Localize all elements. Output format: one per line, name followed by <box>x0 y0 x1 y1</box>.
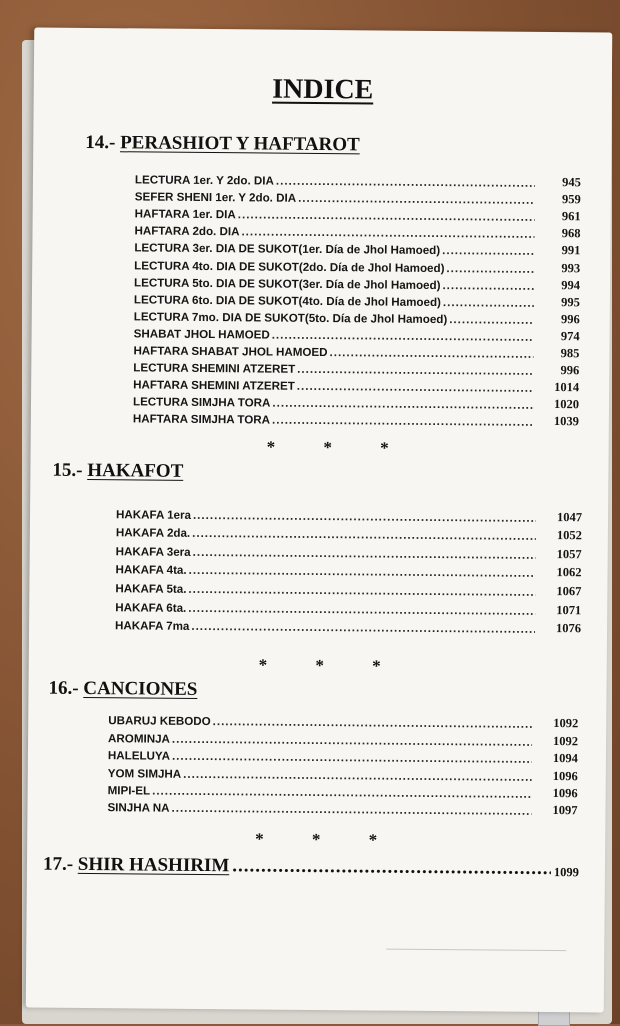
toc-entry[interactable]: LECTURA SIMJHA TORA ..... 1020 <box>133 392 579 413</box>
section-page: 1099 <box>553 865 579 880</box>
toc-entry[interactable]: UBARUJ KEBODO ..... 1092 <box>108 710 578 731</box>
section-name: SHIR HASHIRIM <box>77 853 230 877</box>
toc-entry[interactable]: HAFTARA 1er. DIA ..... 961 <box>135 204 581 225</box>
separator-stars: * * * <box>255 829 400 850</box>
section-14-list <box>133 169 581 429</box>
separator-stars: * * * <box>266 437 411 458</box>
toc-entry[interactable]: HAFTARA SHABAT JHOL HAMOED ..... 985 <box>133 340 579 361</box>
section-name: HAKAFOT <box>87 459 184 482</box>
toc-entry[interactable]: HAKAFA 5ta. ..... 1067 <box>115 577 581 600</box>
toc-entry[interactable]: MIPI-EL ..... 1096 <box>108 780 578 801</box>
section-number: 16.- <box>48 677 79 699</box>
section-15-heading <box>52 460 183 483</box>
section-number: 15.- <box>52 459 83 481</box>
page-title: INDICE <box>272 73 374 106</box>
section-14-heading <box>85 132 360 156</box>
separator-stars: * * * <box>258 655 403 676</box>
toc-entry[interactable]: HAKAFA 7ma ..... 1076 <box>115 614 581 637</box>
toc-entry[interactable]: HAFTARA SHEMINI ATZERET ..... 1014 <box>133 374 579 395</box>
toc-entry[interactable]: HAKAFA 1era ..... 1047 <box>116 502 582 525</box>
toc-entry[interactable]: HAKAFA 2da. ..... 1052 <box>116 521 582 544</box>
section-name: CANCIONES <box>83 677 198 700</box>
toc-entry[interactable]: LECTURA 6to. DIA DE SUKOT(4to. Día de Jhol Hamoed) ..... 995 <box>134 289 580 310</box>
toc-entry[interactable]: HALELUYA ..... 1094 <box>108 745 578 766</box>
toc-entry[interactable]: LECTURA 7mo. DIA DE SUKOT(5to. Día de Jhol Hamoed) ..... 996 <box>134 306 580 327</box>
toc-entry[interactable]: HAKAFA 6ta. ..... 1071 <box>115 595 581 618</box>
toc-entry[interactable]: LECTURA SHEMINI ATZERET ..... 996 <box>133 357 579 378</box>
section-number: 17.- <box>42 853 74 875</box>
toc-entry[interactable]: HAFTARA 2do. DIA ..... 968 <box>134 221 580 242</box>
toc-entry[interactable]: HAFTARA SIMJHA TORA ..... 1039 <box>133 409 579 430</box>
index-page <box>26 27 613 1012</box>
toc-entry[interactable]: SINJHA NA ..... 1097 <box>107 797 577 818</box>
page-crease <box>386 949 566 952</box>
toc-entry[interactable]: LECTURA 5to. DIA DE SUKOT(3er. Día de Jhol Hamoed) ..... 994 <box>134 272 580 293</box>
section-15-list <box>115 502 582 636</box>
toc-entry[interactable]: HAKAFA 4ta. ..... 1062 <box>115 558 581 581</box>
section-16-heading <box>48 678 197 701</box>
section-16-list <box>107 710 578 818</box>
toc-entry[interactable]: AROMINJA ..... 1092 <box>108 728 578 749</box>
toc-entry[interactable]: SHABAT JHOL HAMOED ..... 974 <box>134 323 580 344</box>
leader-dots <box>232 855 551 880</box>
toc-entry[interactable]: HAKAFA 3era ..... 1057 <box>116 539 582 562</box>
toc-entry[interactable]: YOM SIMJHA ..... 1096 <box>108 762 578 783</box>
toc-entry[interactable]: LECTURA 3er. DIA DE SUKOT(1er. Día de Jhol Hamoed) ..... 991 <box>134 238 580 259</box>
toc-entry[interactable]: LECTURA 4to. DIA DE SUKOT(2do. Día de Jhol Hamoed) ..... 993 <box>134 255 580 276</box>
toc-entry[interactable]: SEFER SHENI 1er. Y 2do. DIA ..... 959 <box>135 186 581 207</box>
section-name: PERASHIOT Y HAFTAROT <box>120 132 360 156</box>
toc-entry[interactable]: LECTURA 1er. Y 2do. DIA ..... 945 <box>135 169 581 190</box>
section-number: 14.- <box>85 131 116 154</box>
section-17-heading[interactable] <box>43 854 579 881</box>
